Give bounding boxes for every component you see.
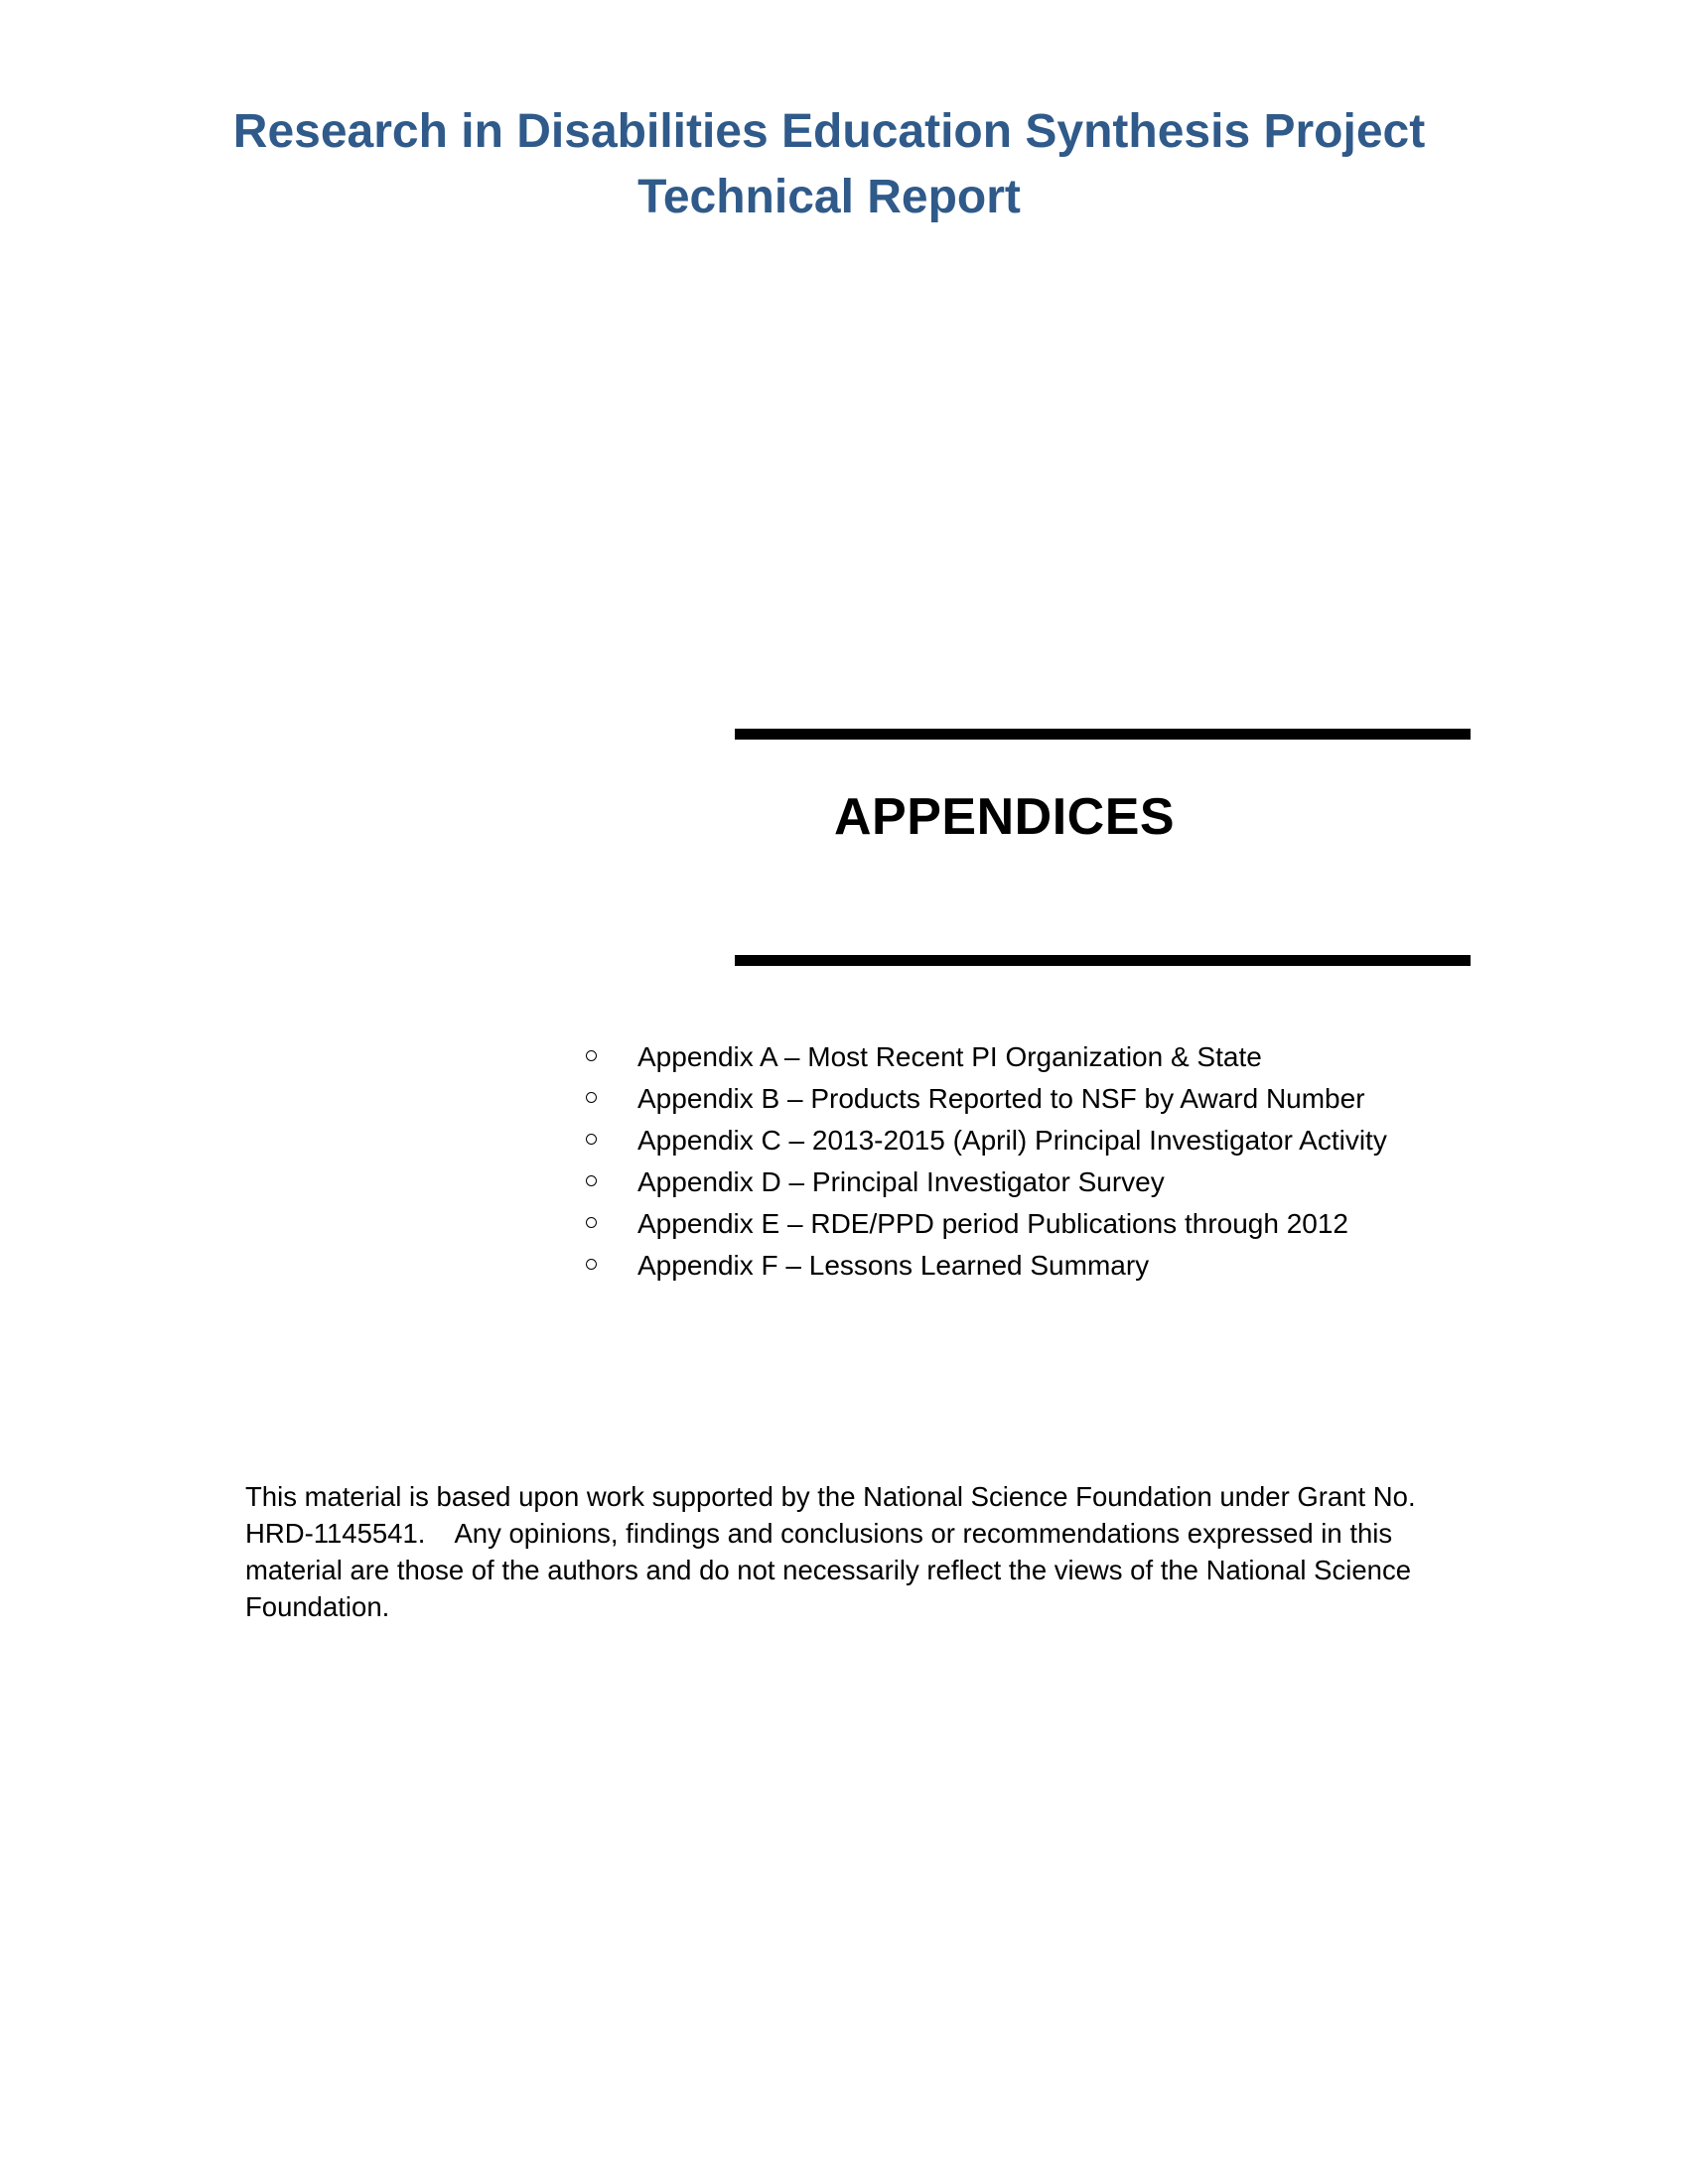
- funding-note-line-1: This material is based upon work supported by the National Science Foundation under Grant No.: [245, 1481, 1416, 1512]
- appendix-label: Appendix E – RDE/PPD period Publications through 2012: [637, 1208, 1348, 1239]
- appendix-label: Appendix A – Most Recent PI Organization & State: [637, 1041, 1262, 1072]
- circle-bullet-icon: [586, 1217, 597, 1228]
- circle-bullet-icon: [586, 1259, 597, 1270]
- funding-note-line-4: Foundation.: [245, 1591, 390, 1622]
- funding-note-line-3: material are those of the authors and do not necessarily reflect the views of the National Science: [245, 1555, 1411, 1585]
- report-title-line-1: Research in Disabilities Education Synthesis Project: [232, 105, 1426, 158]
- appendices-heading: APPENDICES: [834, 788, 1176, 846]
- top-heading-rule: [735, 729, 1471, 740]
- funding-note-line-2: HRD-1145541. Any opinions, findings and conclusions or recommendations expressed in this: [245, 1518, 1393, 1549]
- appendix-label: Appendix D – Principal Investigator Survey: [637, 1166, 1165, 1197]
- appendix-label: Appendix C – 2013-2015 (April) Principal Investigator Activity: [637, 1125, 1387, 1156]
- bottom-heading-rule: [735, 955, 1471, 966]
- circle-bullet-icon: [586, 1134, 597, 1145]
- circle-bullet-icon: [586, 1092, 597, 1103]
- funding-acknowledgement: [245, 1478, 1467, 1625]
- circle-bullet-icon: [586, 1175, 597, 1186]
- report-title: [0, 99, 1688, 230]
- appendix-label: Appendix B – Products Reported to NSF by Award Number: [637, 1083, 1365, 1114]
- appendix-label: Appendix F – Lessons Learned Summary: [637, 1250, 1150, 1281]
- circle-bullet-icon: [586, 1050, 597, 1061]
- report-title-line-2: Technical Report: [637, 171, 1021, 223]
